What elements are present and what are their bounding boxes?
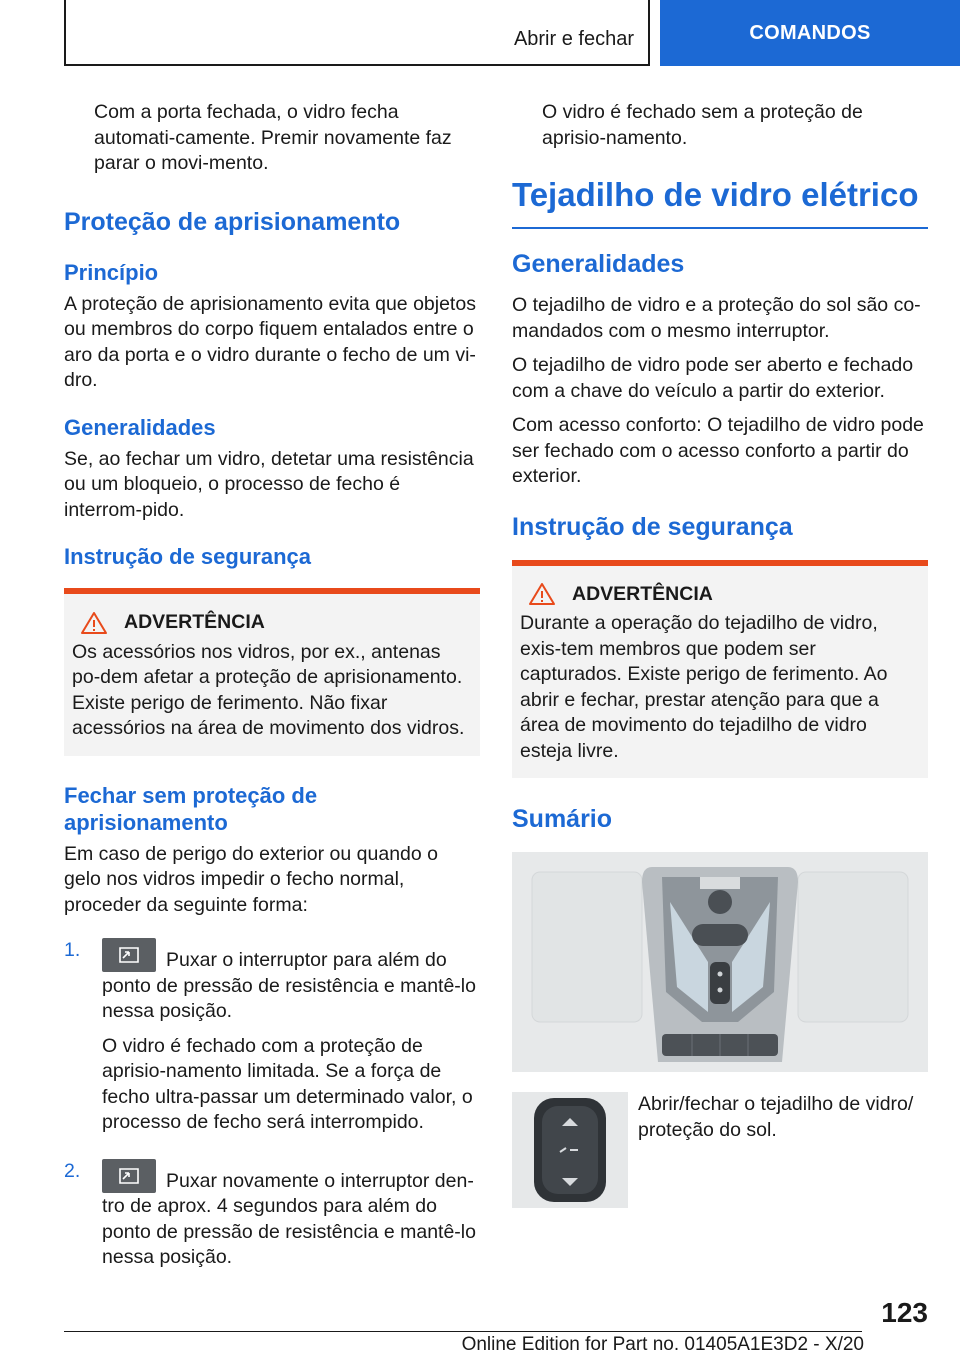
switch-caption: Abrir/fechar o tejadilho de vidro/ proteção do sol. bbox=[638, 1093, 914, 1141]
footer-edition: Online Edition for Part no. 01405A1E3D2 - X/20 bbox=[461, 1334, 864, 1355]
warning-title-left bbox=[72, 610, 472, 636]
principio-paragraph: A proteção de aprisionamento evita que objetos ou membros do corpo fiquem entalados entre o aro da porta e o vidro durante o fecho de um vi-dro. bbox=[64, 292, 476, 391]
warning-triangle-icon bbox=[528, 582, 556, 606]
step-item bbox=[64, 938, 480, 1145]
left-column bbox=[64, 100, 480, 1280]
header-underline bbox=[64, 64, 648, 66]
header-divider-right bbox=[648, 0, 650, 66]
step-text: Puxar novamente o interruptor den-tro de aprox. 4 segundos para além do ponto de pressão de resistência e mantê-lo nessa posição. bbox=[102, 1169, 476, 1268]
step-note: O vidro é fechado com a proteção de aprisio-namento limitada. Se a força de fecho ultra-passar um determinado valor, o processo de fecho será interrompido. bbox=[102, 1034, 473, 1133]
step-text: Puxar o interruptor para além do ponto de pressão de resistência e mantê-lo nessa posição. bbox=[102, 949, 476, 1022]
footer-divider bbox=[64, 1331, 862, 1332]
step-item bbox=[64, 1159, 480, 1280]
generalidades-p2: O tejadilho de vidro pode ser aberto e fechado com a chave do veículo a partir do exterior. bbox=[512, 354, 914, 402]
warning-triangle-icon bbox=[80, 611, 108, 635]
window-switch-icon bbox=[102, 1159, 156, 1193]
step-number: 2. bbox=[64, 1159, 81, 1182]
generalidades-paragraph: Se, ao fechar um vidro, detetar uma resistência ou um bloqueio, o processo de fecho é interrom-pido. bbox=[64, 447, 474, 521]
header-divider-left bbox=[64, 0, 66, 66]
roof-switch-photo bbox=[512, 1092, 628, 1208]
heading-generalidades-right: Generalidades bbox=[512, 250, 685, 278]
warning-text-left: Os acessórios nos vidros, por ex., antenas po-dem afetar a proteção de aprisionamento. Existe perigo de ferimento. Não fixar acessórios na área de movimento dos vidros. bbox=[72, 640, 465, 739]
heading-fechar: Fechar sem proteção de aprisionamento bbox=[64, 782, 318, 835]
warning-text-right: Durante a operação do tejadilho de vidro, exis-tem membros que podem ser capturados. Existe perigo de ferimento. Ao abrir e fechar, prestar atenção para que a área de movimento do tejadilho de vidro esteja livre. bbox=[520, 612, 888, 762]
heading-tejadilho: Tejadilho de vidro elétrico bbox=[512, 177, 928, 229]
heading-instrucao-right: Instrução de segurança bbox=[512, 512, 793, 541]
window-switch-icon bbox=[102, 938, 156, 972]
warning-box-left bbox=[64, 588, 480, 756]
warning-title-right bbox=[520, 582, 920, 608]
step-body bbox=[102, 938, 480, 1145]
generalidades-p1: O tejadilho de vidro e a proteção do sol são co-mandados com o mesmo interruptor. bbox=[512, 294, 921, 342]
header-section-title: Abrir e fechar bbox=[513, 28, 634, 50]
generalidades-p3: Com acesso conforto: O tejadilho de vidro pode ser fechado com o acesso conforto a partir do exterior. bbox=[512, 414, 924, 487]
overhead-console-photo bbox=[512, 852, 928, 1072]
heading-sumario: Sumário bbox=[512, 805, 613, 833]
step-number: 1. bbox=[64, 939, 81, 961]
heading-principio: Princípio bbox=[64, 259, 159, 285]
heading-instrucao-left: Instrução de segurança bbox=[64, 544, 311, 569]
intro-paragraph: Com a porta fechada, o vidro fecha automati-camente. Premir novamente faz parar o movi-mento. bbox=[94, 101, 452, 174]
warning-title-text-left: ADVERTÊNCIA bbox=[124, 611, 265, 633]
warning-box-right bbox=[512, 560, 928, 779]
warning-title-text-right: ADVERTÊNCIA bbox=[572, 582, 713, 605]
heading-protecao: Proteção de aprisionamento bbox=[64, 207, 401, 236]
page-number: 123 bbox=[881, 1297, 928, 1328]
heading-generalidades-left: Generalidades bbox=[64, 414, 216, 440]
step-body bbox=[102, 1159, 480, 1280]
fechar-paragraph: Em caso de perigo do exterior ou quando o gelo nos vidros impedir o fecho normal, proceder da seguinte forma: bbox=[64, 842, 438, 916]
header-chapter-label: COMANDOS bbox=[749, 21, 871, 44]
switch-detail-row bbox=[512, 1092, 928, 1208]
right-intro-paragraph: O vidro é fechado sem a proteção de aprisio-namento. bbox=[542, 101, 863, 149]
header-chapter-tab[interactable] bbox=[660, 0, 960, 66]
right-column bbox=[512, 100, 928, 1208]
